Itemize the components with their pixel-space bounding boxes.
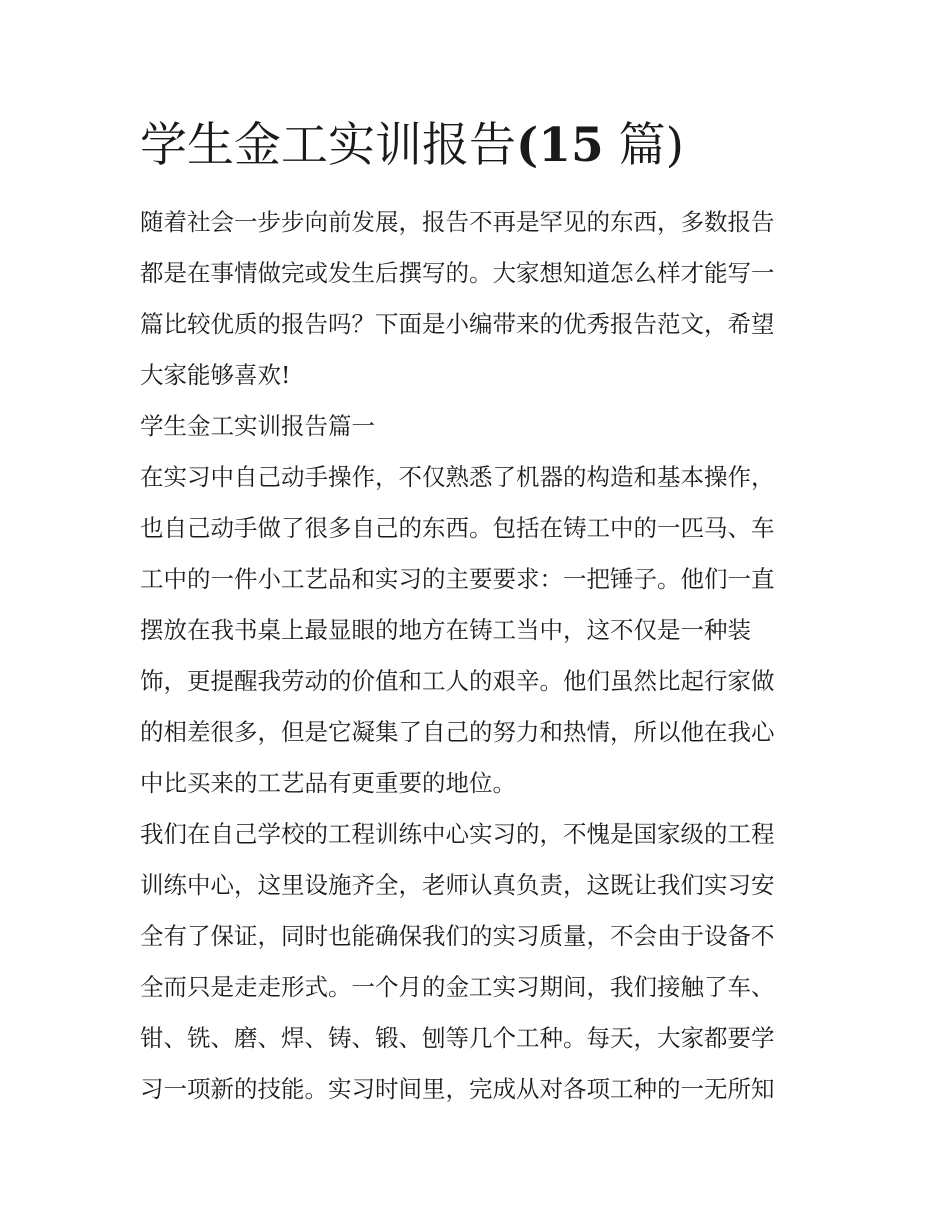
text-line: 在实习中自己动手操作，不仅熟悉了机器的构造和基本操作， [140,463,775,491]
title-open-paren: ( [516,118,539,173]
document-title [140,112,840,180]
text-line: 工中的一件小工艺品和实习的主要要求：一把锤子。他们一直 [140,565,775,593]
text-line: 随着社会一步步向前发展，报告不再是罕见的东西，多数报告 [140,208,775,236]
text-line: 全有了保证，同时也能确保我们的实习质量，不会由于设备不 [140,922,775,950]
text-line: 的相差很多，但是它凝集了自己的努力和热情，所以他在我心 [140,718,775,746]
text-line: 中比买来的工艺品有更重要的地位。 [140,769,516,797]
text-line: 我们在自己学校的工程训练中心实习的，不愧是国家级的工程 [140,820,775,848]
text-line: 习一项新的技能。实习时间里，完成从对各项工种的一无所知 [140,1075,775,1103]
text-line: 大家能够喜欢! [140,361,291,389]
text-line: 饰，更提醒我劳动的价值和工人的艰辛。他们虽然比起行家做 [140,667,775,695]
body-paragraph [140,452,840,809]
text-line: 训练中心，这里设施齐全，老师认真负责，这既让我们实习安 [140,871,775,899]
text-line: 全而只是走走形式。一个月的金工实习期间，我们接触了车、 [140,973,775,1001]
body-paragraph [140,809,840,1115]
document-body [140,197,840,1115]
title-suffix: 篇) [603,118,684,173]
text-line: 都是在事情做完或发生后撰写的。大家想知道怎么样才能写一 [140,259,775,287]
title-count: 15 [538,118,604,173]
title-text: 学生金工实训报告 [140,118,516,173]
text-line: 也自己动手做了很多自己的东西。包括在铸工中的一匹马、车 [140,514,775,542]
text-line: 摆放在我书桌上最显眼的地方在铸工当中，这不仅是一种装 [140,616,751,644]
text-line: 钳、铣、磨、焊、铸、锻、刨等几个工种。每天，大家都要学 [140,1024,775,1052]
section-heading [140,401,840,452]
section-heading-text: 学生金工实训报告篇一 [140,412,375,440]
intro-paragraph [140,197,840,401]
text-line: 篇比较优质的报告吗？下面是小编带来的优秀报告范文，希望 [140,310,775,338]
